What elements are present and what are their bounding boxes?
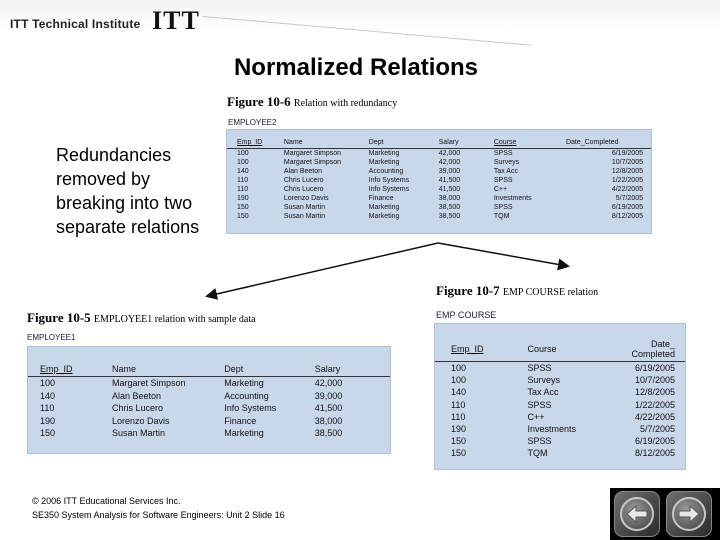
table-cell: 6/19/2005 — [610, 362, 685, 375]
table-cell: Tax Acc — [527, 387, 559, 398]
table-cell: Alan Beeton — [283, 168, 323, 175]
column-header: Course — [493, 139, 517, 146]
table-cell: TQM — [493, 213, 510, 220]
table-cell: Accounting — [368, 168, 404, 175]
table-cell: 1/22/2005 — [634, 399, 675, 410]
table-cell: 150 — [40, 428, 56, 438]
table-cell: TQM — [527, 448, 548, 459]
table-cell: 150 — [237, 204, 249, 211]
table-cell: 4/22/2005 — [634, 411, 675, 422]
table-cell: 12/8/2005 — [611, 168, 643, 175]
table-cell: 42,000 — [435, 149, 490, 159]
table-cell: 100 — [28, 377, 104, 390]
table-cell: SPSS — [493, 177, 513, 184]
table-cell: 1/22/2005 — [611, 177, 643, 184]
table-cell: Chris Lucero — [283, 186, 324, 193]
table-cell: 4/22/2005 — [611, 186, 643, 193]
table-cell: 150 — [451, 448, 467, 459]
arrow-to-employee1 — [208, 243, 438, 296]
arrow-to-emp-course — [438, 243, 567, 266]
column-header: Dept — [224, 364, 244, 374]
table-cell: SPSS — [518, 362, 611, 375]
table-cell: 38,000 — [314, 415, 343, 426]
column-header: Date_Completed — [565, 139, 619, 146]
table-cell: 10/7/2005 — [634, 375, 675, 386]
table-cell: Investments — [527, 424, 577, 435]
table-cell: Info Systems — [368, 186, 410, 193]
table-cell: Marketing — [363, 149, 435, 159]
table-cell: Marketing — [216, 377, 307, 390]
table-cell: Alan Beeton — [112, 390, 162, 401]
table-cell: 6/19/2005 — [562, 149, 651, 159]
table-cell: SPSS — [493, 204, 513, 211]
table-cell: Susan Martin — [112, 428, 166, 438]
table-cell: 5/7/2005 — [639, 424, 675, 435]
table-cell: 41,500 — [438, 186, 461, 193]
column-header: Emp_ID — [40, 364, 73, 374]
table-cell: Margaret Simpson — [104, 377, 216, 390]
column-header: Salary — [438, 139, 459, 146]
employee1-table-name: EMPLOYEE1 — [27, 333, 76, 342]
column-header: Salary — [314, 364, 341, 374]
footer-course-slide: SE350 System Analysis for Software Engineers: Unit 2 Slide 16 — [32, 510, 285, 520]
previous-slide-button[interactable] — [614, 491, 660, 537]
column-header: Date_ Completed — [631, 339, 675, 359]
column-header: Course — [527, 344, 557, 354]
table-cell: 39,000 — [314, 390, 343, 401]
table-cell: C++ — [527, 411, 545, 422]
figure-10-6-label: Figure 10-6 — [227, 94, 291, 109]
figure-10-5-description: EMPLOYEE1 relation with sample data — [93, 314, 256, 325]
table-cell: 10/7/2005 — [611, 159, 643, 166]
footer-copyright: © 2006 ITT Educational Services Inc. — [32, 496, 181, 506]
table-cell: 38,500 — [438, 204, 461, 211]
table-cell: Accounting — [224, 390, 269, 401]
table-cell: 8/12/2005 — [611, 213, 643, 220]
column-header: Dept — [368, 139, 384, 146]
table-cell: 6/19/2005 — [634, 436, 675, 447]
slide-body-text: Redundancies removed by breaking into two separate relations — [56, 145, 200, 237]
table-cell: C++ — [493, 186, 508, 193]
table-cell: 110 — [40, 403, 55, 413]
table-cell: 150 — [237, 213, 249, 220]
table-cell: Margaret Simpson — [283, 159, 342, 166]
table-cell: 100 — [227, 149, 278, 159]
table-cell: 39,000 — [438, 168, 461, 175]
table-cell: SPSS — [527, 436, 552, 447]
table-cell: Margaret Simpson — [278, 149, 363, 159]
table-cell: 12/8/2005 — [634, 387, 675, 398]
column-header: Name — [112, 364, 137, 374]
figure-10-7-label: Figure 10-7 — [436, 283, 500, 298]
table-cell: 38,000 — [438, 195, 461, 202]
table-cell: 100 — [435, 362, 518, 375]
table-cell: 41,500 — [314, 403, 343, 413]
table-cell: Surveys — [527, 375, 561, 386]
table-cell: 140 — [451, 387, 467, 398]
table-cell: Info Systems — [224, 403, 277, 413]
table-cell: 8/12/2005 — [634, 448, 675, 459]
employee2-table-name: EMPLOYEE2 — [228, 118, 277, 127]
table-cell: Investments — [493, 195, 532, 202]
table-cell: SPSS — [527, 399, 552, 410]
table-cell: 42,000 — [307, 377, 390, 390]
table-cell: Surveys — [493, 159, 520, 166]
table-cell: 5/7/2005 — [615, 195, 643, 202]
right-arrow-icon — [672, 497, 706, 531]
table-cell: Finance — [368, 195, 394, 202]
table-cell: Marketing — [368, 159, 400, 166]
table-cell: 100 — [237, 159, 249, 166]
table-cell: 38,500 — [314, 428, 343, 438]
table-cell: 190 — [40, 415, 56, 426]
table-cell: Marketing — [224, 428, 264, 438]
column-header: Emp_ID — [237, 139, 263, 146]
table-cell: 150 — [451, 436, 467, 447]
footer — [32, 494, 285, 522]
table-cell: 140 — [40, 390, 56, 401]
table-cell: Lorenzo Davis — [283, 195, 329, 202]
table-cell: 41,500 — [438, 177, 461, 184]
table-cell: 38,500 — [438, 213, 461, 220]
table-cell: 110 — [237, 186, 249, 193]
table-cell: 190 — [451, 424, 467, 435]
logo-text: ITT Technical Institute — [10, 17, 141, 31]
figure-10-6-description: Relation with redundancy — [293, 98, 398, 109]
table-cell: 6/19/2005 — [611, 204, 643, 211]
column-header: Emp_ID — [451, 344, 484, 354]
table-cell: Marketing — [368, 204, 400, 211]
table-cell: Chris Lucero — [283, 177, 324, 184]
table-cell: Marketing — [368, 213, 400, 220]
table-cell: 190 — [237, 195, 249, 202]
next-slide-button[interactable] — [666, 491, 712, 537]
table-cell: Chris Lucero — [112, 403, 164, 413]
table-cell: 110 — [237, 177, 249, 184]
table-cell: 42,000 — [438, 159, 461, 166]
table-cell: Info Systems — [368, 177, 410, 184]
itt-logo-mark: ITT — [152, 6, 200, 35]
figure-10-7-description: EMP COURSE relation — [502, 287, 599, 298]
emp-course-table-name: EMP COURSE — [436, 310, 497, 320]
table-cell: 100 — [451, 375, 467, 386]
table-cell: Susan Martin — [283, 213, 326, 220]
table-cell: SPSS — [490, 149, 562, 159]
column-header: Name — [283, 139, 303, 146]
table-cell: Lorenzo Davis — [112, 415, 170, 426]
table-cell: 110 — [451, 399, 466, 410]
table-cell: 140 — [237, 168, 249, 175]
slide-title: Normalized Relations — [233, 54, 479, 81]
table-cell: Finance — [224, 415, 257, 426]
left-arrow-icon — [620, 497, 654, 531]
table-cell: Susan Martin — [283, 204, 326, 211]
table-cell: Tax Acc — [493, 168, 518, 175]
table-cell: 110 — [451, 411, 466, 422]
figure-10-5-label: Figure 10-5 — [27, 310, 91, 325]
